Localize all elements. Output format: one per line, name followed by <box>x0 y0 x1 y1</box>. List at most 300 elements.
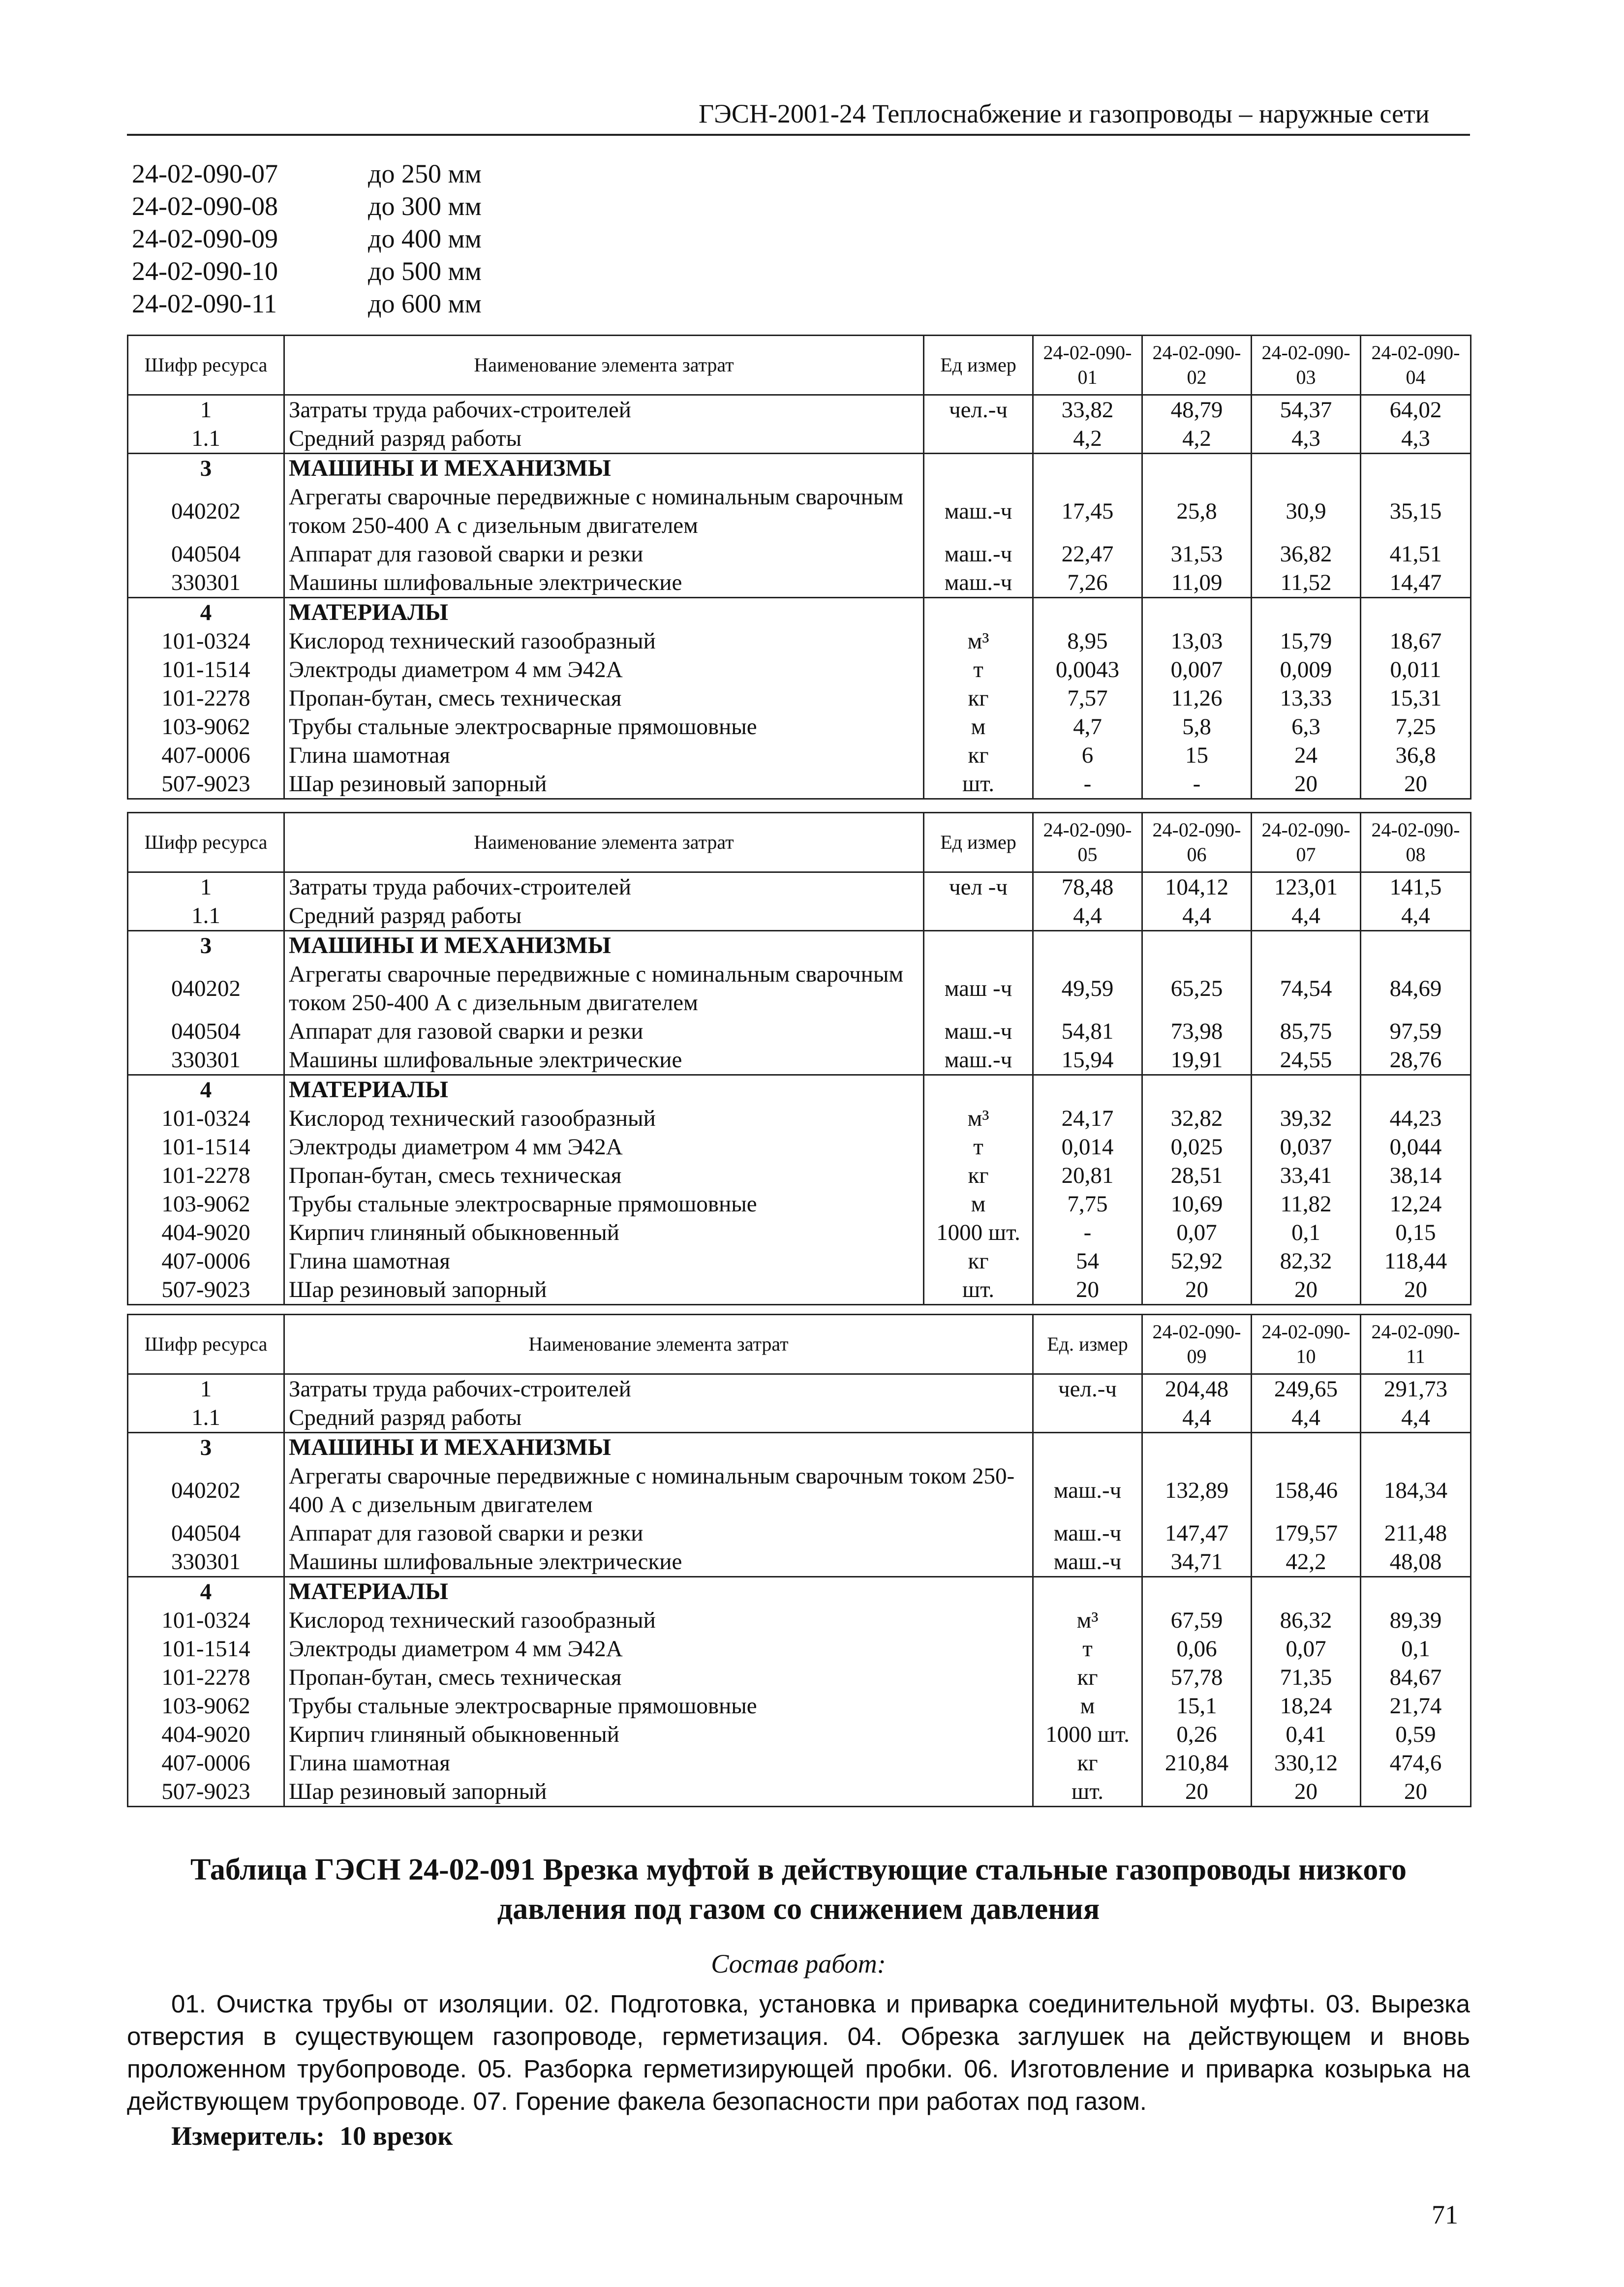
resource-value: 291,73 <box>1361 1374 1471 1404</box>
resource-code: 040504 <box>128 1017 284 1046</box>
resource-code: 3 <box>128 931 284 960</box>
resource-name: Трубы стальные электросварные прямошовные <box>284 1692 1033 1720</box>
resource-value: 4,4 <box>1033 901 1142 931</box>
resource-value: 34,71 <box>1142 1547 1252 1577</box>
table-row <box>128 1046 1471 1075</box>
resource-code: 101-1514 <box>128 655 284 684</box>
resource-code: 3 <box>128 454 284 483</box>
resource-value: 8,95 <box>1033 627 1142 655</box>
resource-value <box>1252 1577 1361 1607</box>
section-row <box>128 931 1471 960</box>
header-column-code: 24-02-090-01 <box>1033 336 1142 395</box>
table-row <box>128 424 1471 454</box>
resource-value <box>1252 454 1361 483</box>
table-row <box>128 741 1471 770</box>
table-row <box>128 1190 1471 1218</box>
table-row <box>128 1374 1471 1404</box>
table-row <box>128 901 1471 931</box>
resource-value: 42,2 <box>1252 1547 1361 1577</box>
pipe-size: до 500 мм <box>368 256 482 286</box>
resource-value: 7,26 <box>1033 568 1142 598</box>
resource-value: 17,45 <box>1033 483 1142 540</box>
resource-value: 32,82 <box>1142 1104 1252 1133</box>
table-row <box>128 684 1471 712</box>
resource-value <box>1142 598 1252 627</box>
resource-name: Электроды диаметром 4 мм Э42А <box>284 1635 1033 1663</box>
resource-code: 040202 <box>128 960 284 1017</box>
resource-value: 20 <box>1361 770 1471 799</box>
resource-code: 1.1 <box>128 424 284 454</box>
resource-unit: шт. <box>924 770 1033 799</box>
resource-code: 507-9023 <box>128 770 284 799</box>
resource-code: 101-0324 <box>128 1606 284 1635</box>
resource-value: 4,4 <box>1142 1403 1252 1433</box>
resource-value: 4,3 <box>1252 424 1361 454</box>
resource-value: 184,34 <box>1361 1462 1471 1519</box>
resource-name: МАТЕРИАЛЫ <box>284 1577 1033 1607</box>
resource-value: 20 <box>1252 1275 1361 1305</box>
resource-name: Аппарат для газовой сварки и резки <box>284 1519 1033 1547</box>
code-row <box>132 287 482 320</box>
resource-value: 0,07 <box>1252 1635 1361 1663</box>
resource-value: 4,2 <box>1033 424 1142 454</box>
table-row <box>128 1663 1471 1692</box>
table-row <box>128 1777 1471 1807</box>
resource-code: 040202 <box>128 483 284 540</box>
resource-value: 147,47 <box>1142 1519 1252 1547</box>
resource-code: 1 <box>128 395 284 425</box>
resource-unit: кг <box>924 1161 1033 1190</box>
resource-code: 040202 <box>128 1462 284 1519</box>
resource-value: 0,59 <box>1361 1720 1471 1749</box>
resource-value: 86,32 <box>1252 1606 1361 1635</box>
resource-unit: м³ <box>924 627 1033 655</box>
resource-unit: 1000 шт. <box>924 1218 1033 1247</box>
resource-value: 33,82 <box>1033 395 1142 425</box>
table-row <box>128 1403 1471 1433</box>
table-row <box>128 1606 1471 1635</box>
resource-name: МАШИНЫ И МЕХАНИЗМЫ <box>284 931 924 960</box>
resource-value: 84,67 <box>1361 1663 1471 1692</box>
resource-value: 71,35 <box>1252 1663 1361 1692</box>
resource-value: 20 <box>1033 1275 1142 1305</box>
resource-name: Средний разряд работы <box>284 424 924 454</box>
resource-value <box>1252 931 1361 960</box>
resource-unit: шт. <box>1033 1777 1142 1807</box>
resource-value: 52,92 <box>1142 1247 1252 1275</box>
resource-code: 103-9062 <box>128 1190 284 1218</box>
resource-code: 407-0006 <box>128 1749 284 1777</box>
resource-value: 179,57 <box>1252 1519 1361 1547</box>
code-list <box>132 157 482 320</box>
resource-unit: маш.-ч <box>1033 1519 1142 1547</box>
resource-name: Затраты труда рабочих-строителей <box>284 872 924 902</box>
resource-value: 38,14 <box>1361 1161 1471 1190</box>
table-row <box>128 712 1471 741</box>
table-title: Таблица ГЭСН 24-02-091 Врезка муфтой в действующие стальные газопроводы низкого давления под газом со снижением давления <box>190 1853 1407 1926</box>
code-row <box>132 255 482 287</box>
pipe-size: до 300 мм <box>368 191 482 221</box>
resource-code: 103-9062 <box>128 1692 284 1720</box>
resource-name: Кирпич глиняный обыкновенный <box>284 1218 924 1247</box>
resource-value: 15,31 <box>1361 684 1471 712</box>
resource-value: 41,51 <box>1361 540 1471 568</box>
resource-code: 330301 <box>128 568 284 598</box>
resource-value: 15,1 <box>1142 1692 1252 1720</box>
resource-value: 330,12 <box>1252 1749 1361 1777</box>
resource-value: 0,0043 <box>1033 655 1142 684</box>
resource-value <box>1142 931 1252 960</box>
header-column-code: 24-02-090-06 <box>1142 813 1252 872</box>
header-unit: Ед. измер <box>1033 1315 1142 1374</box>
resource-value: 6 <box>1033 741 1142 770</box>
resource-value: 20 <box>1361 1777 1471 1807</box>
resource-code: 103-9062 <box>128 712 284 741</box>
resource-value: 118,44 <box>1361 1247 1471 1275</box>
resource-value: 44,23 <box>1361 1104 1471 1133</box>
resource-value: 0,037 <box>1252 1133 1361 1161</box>
resource-unit: кг <box>924 1247 1033 1275</box>
resource-name: Машины шлифовальные электрические <box>284 1046 924 1075</box>
resource-value: 104,12 <box>1142 872 1252 902</box>
resource-value: 5,8 <box>1142 712 1252 741</box>
table-row <box>128 1161 1471 1190</box>
work-heading: Состав работ: <box>711 1949 886 1978</box>
resource-value: 0,044 <box>1361 1133 1471 1161</box>
resource-value: 20 <box>1252 1777 1361 1807</box>
resource-value: 7,25 <box>1361 712 1471 741</box>
resource-name: Глина шамотная <box>284 741 924 770</box>
header-column-code: 24-02-090-08 <box>1361 813 1471 872</box>
table-row <box>128 1017 1471 1046</box>
resource-value: 65,25 <box>1142 960 1252 1017</box>
resource-value <box>1033 931 1142 960</box>
resource-unit: маш.-ч <box>1033 1547 1142 1577</box>
resource-value: 22,47 <box>1033 540 1142 568</box>
table-row <box>128 1635 1471 1663</box>
resource-unit: маш.-ч <box>924 1017 1033 1046</box>
header-column-code: 24-02-090-03 <box>1252 336 1361 395</box>
resource-unit: м³ <box>924 1104 1033 1133</box>
resource-code: 404-9020 <box>128 1720 284 1749</box>
table-row <box>128 1104 1471 1133</box>
resource-name: Кислород технический газообразный <box>284 627 924 655</box>
resource-unit: т <box>924 655 1033 684</box>
resource-value: 24 <box>1252 741 1361 770</box>
resource-code: 3 <box>128 1433 284 1462</box>
table-header-row <box>128 336 1471 395</box>
table-row <box>128 395 1471 425</box>
running-header: ГЭСН-2001-24 Теплоснабжение и газопроводы – наружные сети <box>699 99 1430 128</box>
resource-value: 14,47 <box>1361 568 1471 598</box>
resource-value: 89,39 <box>1361 1606 1471 1635</box>
section-row <box>128 454 1471 483</box>
resource-value: 33,41 <box>1252 1161 1361 1190</box>
resource-value: 54 <box>1033 1247 1142 1275</box>
resource-value: 20,81 <box>1033 1161 1142 1190</box>
resource-value <box>1361 1075 1471 1105</box>
resource-value: 0,15 <box>1361 1218 1471 1247</box>
resource-name: МАШИНЫ И МЕХАНИЗМЫ <box>284 1433 1033 1462</box>
resource-value: 48,79 <box>1142 395 1252 425</box>
resource-name: МАТЕРИАЛЫ <box>284 598 924 627</box>
resource-table-2 <box>127 812 1471 1305</box>
resource-unit: м³ <box>1033 1606 1142 1635</box>
resource-value: 78,48 <box>1033 872 1142 902</box>
work-description: 01. Очистка трубы от изоляции. 02. Подготовка, установка и приварка соединительной муфты. 03. Вырезка отверстия в существующем газопроводе, герметизация. 04. Обрезка заглушек на действующем и вновь проложенном трубопроводе. 05. Разборка герметизирующей пробки. 06. Изготовление и приварка козырька на действующем трубопроводе. 07. Горение факела безопасности при работах под газом. <box>127 1990 1470 2115</box>
resource-value: 11,82 <box>1252 1190 1361 1218</box>
resource-table-3 <box>127 1314 1471 1807</box>
resource-code: 1.1 <box>128 901 284 931</box>
resource-name: Аппарат для газовой сварки и резки <box>284 540 924 568</box>
resource-value: 6,3 <box>1252 712 1361 741</box>
table-header-row <box>128 1315 1471 1374</box>
table-row <box>128 1275 1471 1305</box>
resource-value: 36,8 <box>1361 741 1471 770</box>
resource-value: 11,52 <box>1252 568 1361 598</box>
table-row <box>128 540 1471 568</box>
resource-value: - <box>1142 770 1252 799</box>
resource-value <box>1252 1075 1361 1105</box>
resource-value: 4,4 <box>1252 901 1361 931</box>
resource-value: 11,09 <box>1142 568 1252 598</box>
resource-value: 249,65 <box>1252 1374 1361 1404</box>
section-row <box>128 1433 1471 1462</box>
resource-value: 20 <box>1361 1275 1471 1305</box>
resource-code: 101-2278 <box>128 684 284 712</box>
resource-unit: маш.-ч <box>924 1046 1033 1075</box>
resource-name: Пропан-бутан, смесь техническая <box>284 1161 924 1190</box>
resource-value: 24,55 <box>1252 1046 1361 1075</box>
table-row <box>128 1519 1471 1547</box>
resource-value: 0,011 <box>1361 655 1471 684</box>
resource-value: 4,2 <box>1142 424 1252 454</box>
resource-code: 4 <box>128 1577 284 1607</box>
resource-code: 4 <box>128 1075 284 1105</box>
resource-value: 0,41 <box>1252 1720 1361 1749</box>
resource-value: 30,9 <box>1252 483 1361 540</box>
resource-value <box>1361 598 1471 627</box>
resource-name: Затраты труда рабочих-строителей <box>284 1374 1033 1404</box>
resource-value: 0,007 <box>1142 655 1252 684</box>
resource-unit <box>924 598 1033 627</box>
resource-value: 20 <box>1142 1275 1252 1305</box>
resource-name: Средний разряд работы <box>284 1403 1033 1433</box>
meter-value: 10 врезок <box>339 2121 453 2151</box>
table-row <box>128 568 1471 598</box>
resource-value <box>1361 1433 1471 1462</box>
resource-value: 123,01 <box>1252 872 1361 902</box>
header-unit: Ед измер <box>924 336 1033 395</box>
code: 24-02-090-11 <box>132 289 277 318</box>
resource-value: 13,03 <box>1142 627 1252 655</box>
resource-code: 101-1514 <box>128 1635 284 1663</box>
code-row <box>132 157 482 190</box>
resource-unit: т <box>924 1133 1033 1161</box>
resource-unit: маш.-ч <box>1033 1462 1142 1519</box>
resource-name: МАТЕРИАЛЫ <box>284 1075 924 1105</box>
resource-value: 19,91 <box>1142 1046 1252 1075</box>
code: 24-02-090-10 <box>132 256 278 286</box>
resource-unit: кг <box>924 684 1033 712</box>
resource-value: 132,89 <box>1142 1462 1252 1519</box>
resource-value: 82,32 <box>1252 1247 1361 1275</box>
table-row <box>128 770 1471 799</box>
resource-value: 18,67 <box>1361 627 1471 655</box>
pipe-size: до 250 мм <box>368 159 482 188</box>
table-row <box>128 1547 1471 1577</box>
resource-value: 7,75 <box>1033 1190 1142 1218</box>
header-code: Шифр ресурса <box>128 1315 284 1374</box>
resource-value: 158,46 <box>1252 1462 1361 1519</box>
section-row <box>128 1075 1471 1105</box>
resource-unit <box>924 901 1033 931</box>
header-rule <box>127 134 1470 136</box>
resource-code: 507-9023 <box>128 1275 284 1305</box>
code-row <box>132 190 482 222</box>
resource-name: Агрегаты сварочные передвижные с номинальным сварочным током 250-400 А с дизельным двигателем <box>284 1462 1033 1519</box>
header-name: Наименование элемента затрат <box>284 336 924 395</box>
resource-value: 4,7 <box>1033 712 1142 741</box>
table-row <box>128 960 1471 1017</box>
resource-value <box>1361 1577 1471 1607</box>
resource-code: 507-9023 <box>128 1777 284 1807</box>
resource-value: 13,33 <box>1252 684 1361 712</box>
table-row <box>128 1133 1471 1161</box>
resource-value: 210,84 <box>1142 1749 1252 1777</box>
resource-value <box>1252 1433 1361 1462</box>
resource-name: Пропан-бутан, смесь техническая <box>284 1663 1033 1692</box>
header-name: Наименование элемента затрат <box>284 1315 1033 1374</box>
table-row <box>128 1692 1471 1720</box>
resource-unit: т <box>1033 1635 1142 1663</box>
resource-value <box>1142 1433 1252 1462</box>
resource-name: Глина шамотная <box>284 1749 1033 1777</box>
resource-name: Агрегаты сварочные передвижные с номинальным сварочным током 250-400 А с дизельным двигателем <box>284 483 924 540</box>
header-column-code: 24-02-090-07 <box>1252 813 1361 872</box>
resource-name: Машины шлифовальные электрические <box>284 568 924 598</box>
resource-unit: 1000 шт. <box>1033 1720 1142 1749</box>
resource-code: 1 <box>128 1374 284 1404</box>
table-row <box>128 1749 1471 1777</box>
table-row <box>128 1247 1471 1275</box>
resource-unit: шт. <box>924 1275 1033 1305</box>
resource-unit: м <box>924 1190 1033 1218</box>
resource-value: 20 <box>1142 1777 1252 1807</box>
resource-value <box>1142 454 1252 483</box>
resource-code: 4 <box>128 598 284 627</box>
header-column-code: 24-02-090-02 <box>1142 336 1252 395</box>
meter-label: Измеритель: <box>171 2121 325 2151</box>
resource-name: Шар резиновый запорный <box>284 1275 924 1305</box>
table-row <box>128 1218 1471 1247</box>
resource-code: 101-1514 <box>128 1133 284 1161</box>
resource-name: Средний разряд работы <box>284 901 924 931</box>
resource-value: 4,4 <box>1361 1403 1471 1433</box>
resource-unit <box>924 424 1033 454</box>
resource-code: 040504 <box>128 1519 284 1547</box>
resource-unit <box>924 931 1033 960</box>
resource-unit <box>1033 1433 1142 1462</box>
resource-value: - <box>1033 770 1142 799</box>
table-row <box>128 1720 1471 1749</box>
section-row <box>128 1577 1471 1607</box>
resource-value: 84,69 <box>1361 960 1471 1017</box>
resource-value: 0,014 <box>1033 1133 1142 1161</box>
resource-value <box>1361 454 1471 483</box>
resource-unit: м <box>1033 1692 1142 1720</box>
resource-value: 31,53 <box>1142 540 1252 568</box>
pipe-size: до 400 мм <box>368 224 482 253</box>
resource-value: 15,94 <box>1033 1046 1142 1075</box>
resource-unit: чел.-ч <box>1033 1374 1142 1404</box>
table-row <box>128 655 1471 684</box>
resource-unit: маш -ч <box>924 960 1033 1017</box>
resource-value: 11,26 <box>1142 684 1252 712</box>
resource-value: 0,025 <box>1142 1133 1252 1161</box>
resource-value: 39,32 <box>1252 1104 1361 1133</box>
resource-value <box>1033 1075 1142 1105</box>
header-column-code: 24-02-090-11 <box>1361 1315 1471 1374</box>
resource-value: 4,4 <box>1142 901 1252 931</box>
resource-code: 407-0006 <box>128 741 284 770</box>
resource-value: 211,48 <box>1361 1519 1471 1547</box>
resource-value: 28,76 <box>1361 1046 1471 1075</box>
resource-unit: м <box>924 712 1033 741</box>
resource-code: 407-0006 <box>128 1247 284 1275</box>
resource-value: 20 <box>1252 770 1361 799</box>
resource-value: 54,81 <box>1033 1017 1142 1046</box>
table-row <box>128 627 1471 655</box>
resource-code: 101-2278 <box>128 1663 284 1692</box>
table-row <box>128 483 1471 540</box>
resource-code: 1 <box>128 872 284 902</box>
resource-unit: кг <box>924 741 1033 770</box>
resource-name: Трубы стальные электросварные прямошовные <box>284 1190 924 1218</box>
resource-unit <box>1033 1577 1142 1607</box>
resource-value: 73,98 <box>1142 1017 1252 1046</box>
resource-value: 28,51 <box>1142 1161 1252 1190</box>
resource-name: Трубы стальные электросварные прямошовные <box>284 712 924 741</box>
code: 24-02-090-07 <box>132 159 278 188</box>
resource-value <box>1361 931 1471 960</box>
code-row <box>132 222 482 255</box>
resource-unit: маш.-ч <box>924 568 1033 598</box>
resource-value: 204,48 <box>1142 1374 1252 1404</box>
resource-name: Агрегаты сварочные передвижные с номинальным сварочным током 250-400 А с дизельным двигателем <box>284 960 924 1017</box>
header-name: Наименование элемента затрат <box>284 813 924 872</box>
resource-name: Кирпич глиняный обыкновенный <box>284 1720 1033 1749</box>
resource-name: Глина шамотная <box>284 1247 924 1275</box>
resource-value: 25,8 <box>1142 483 1252 540</box>
header-code: Шифр ресурса <box>128 813 284 872</box>
resource-value: 0,1 <box>1252 1218 1361 1247</box>
resource-value: 474,6 <box>1361 1749 1471 1777</box>
resource-value: 0,1 <box>1361 1635 1471 1663</box>
resource-name: Кислород технический газообразный <box>284 1104 924 1133</box>
resource-value: 4,4 <box>1361 901 1471 931</box>
resource-unit: маш.-ч <box>924 483 1033 540</box>
code: 24-02-090-09 <box>132 224 278 253</box>
resource-name: Электроды диаметром 4 мм Э42А <box>284 655 924 684</box>
resource-value: 54,37 <box>1252 395 1361 425</box>
resource-value: 64,02 <box>1361 395 1471 425</box>
resource-code: 101-0324 <box>128 1104 284 1133</box>
resource-value: 0,07 <box>1142 1218 1252 1247</box>
resource-value: 21,74 <box>1361 1692 1471 1720</box>
meter <box>171 2121 453 2151</box>
resource-value: 49,59 <box>1033 960 1142 1017</box>
